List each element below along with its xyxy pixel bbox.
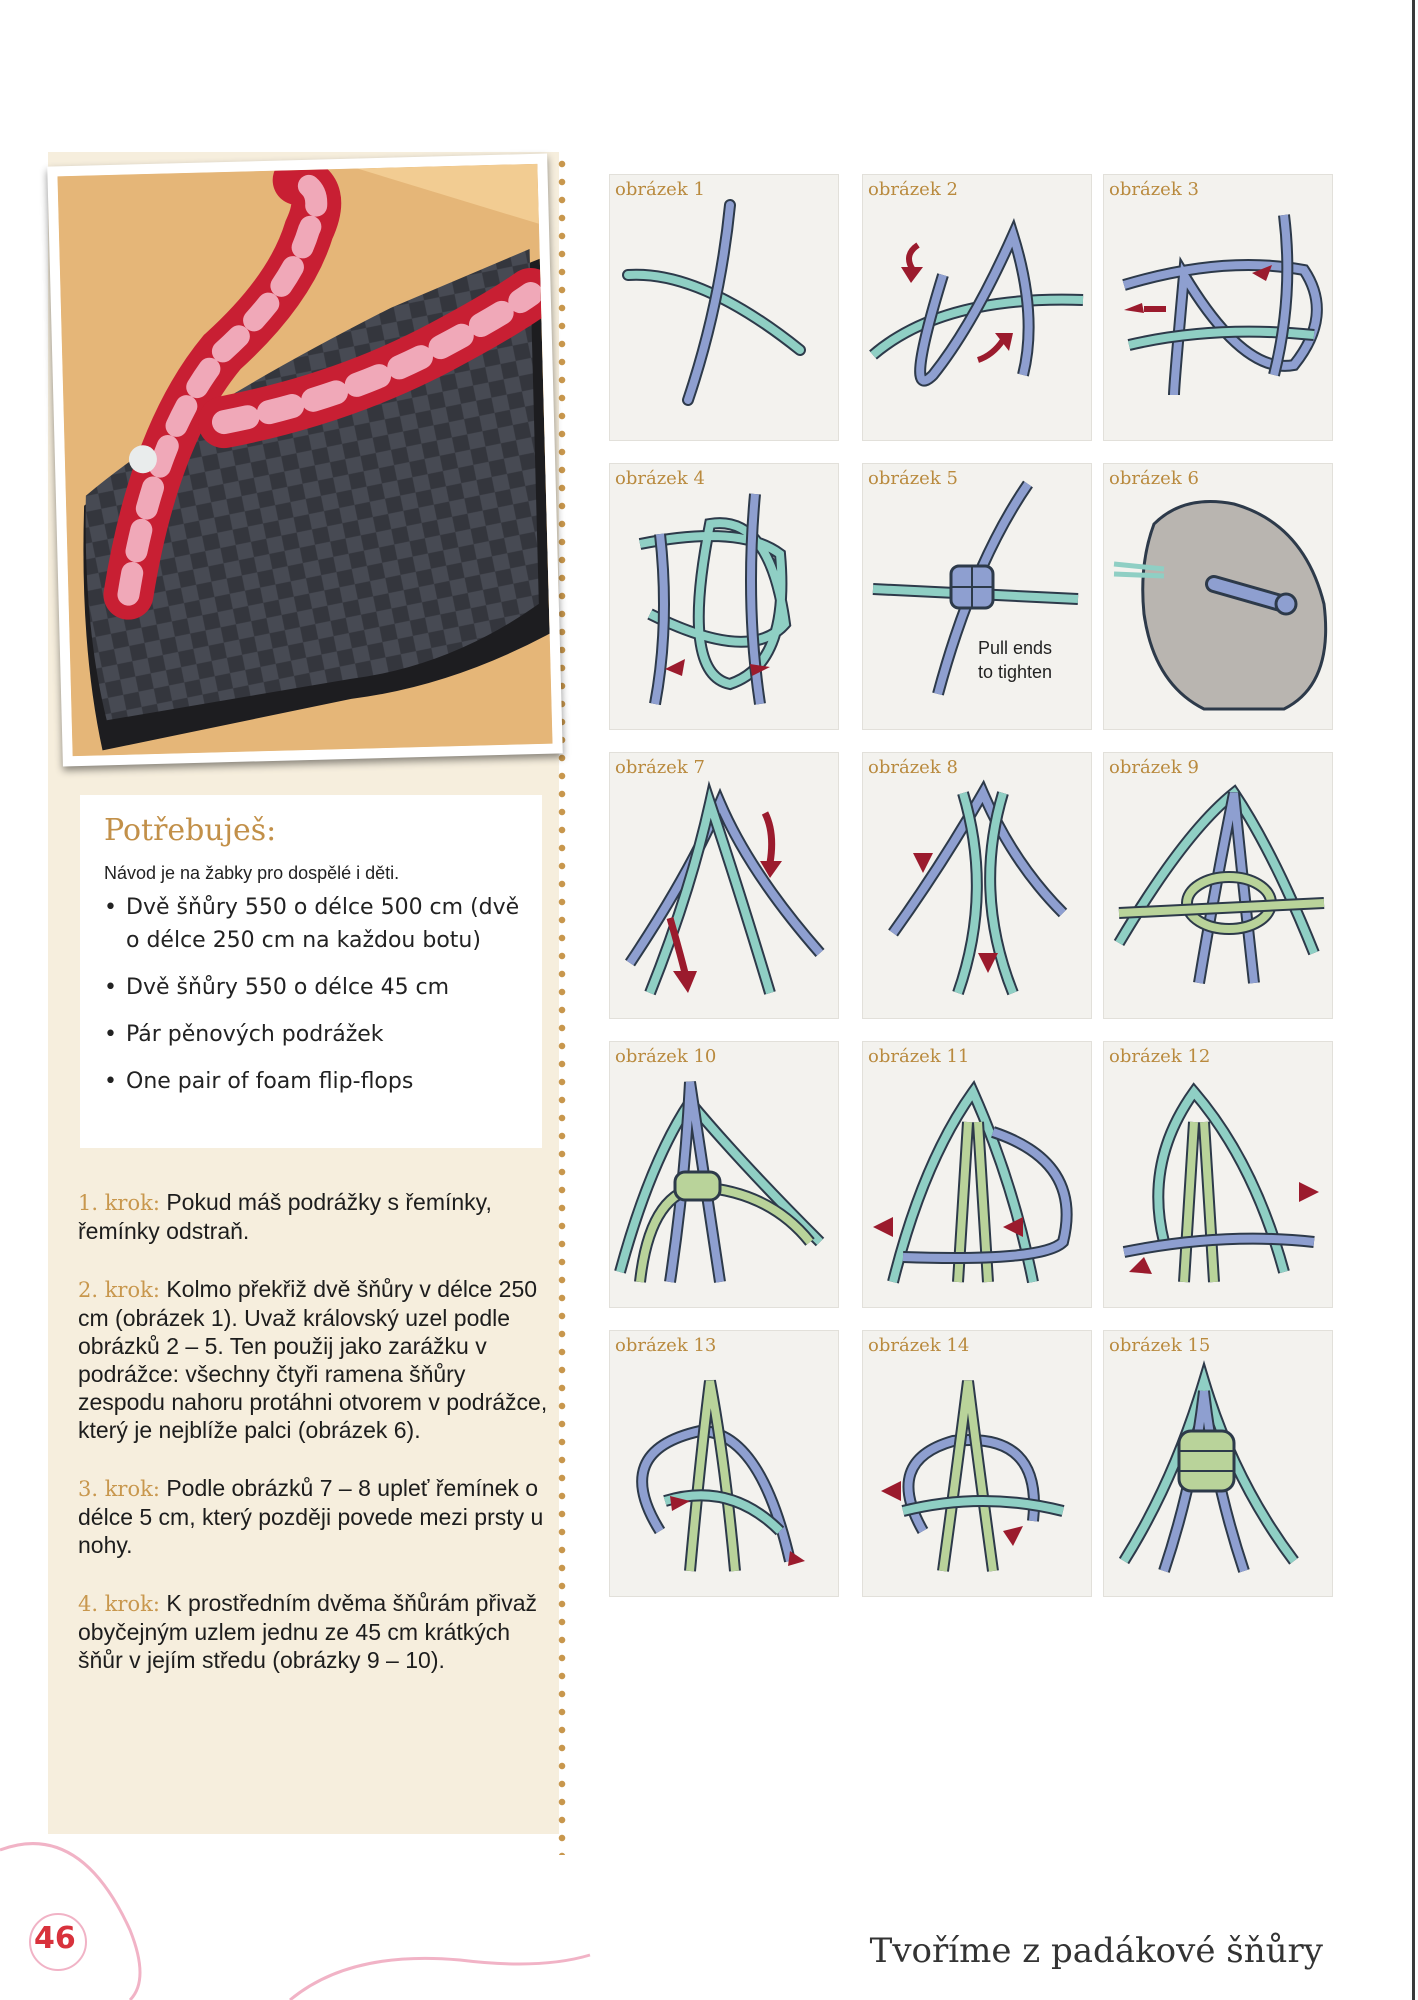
figure-label: obrázek 9	[1109, 757, 1199, 778]
figure-label: obrázek 13	[615, 1335, 717, 1356]
figure-4	[609, 463, 839, 730]
crown-knot-icon	[863, 464, 1092, 730]
cord-tie-icon	[610, 1042, 839, 1308]
figure-14	[862, 1330, 1092, 1597]
figure-label: obrázek 14	[868, 1335, 970, 1356]
figure-11	[862, 1041, 1092, 1308]
figure-12	[1103, 1041, 1333, 1308]
cord-finish-icon	[1104, 1331, 1333, 1597]
cord-braid-icon	[610, 753, 839, 1019]
step-1: 1. krok: Pokud máš podrážky s řemínky, řemínky odstraň.	[78, 1189, 492, 1244]
figure-label: obrázek 12	[1109, 1046, 1211, 1067]
figure-caption: Pull ends to tighten	[978, 638, 1053, 682]
cord-loop-icon	[863, 175, 1092, 441]
cord-weave-icon	[863, 1042, 1092, 1308]
cord-tie-icon	[1104, 753, 1333, 1019]
figure-2	[862, 174, 1092, 441]
figure-5	[862, 463, 1092, 730]
cord-loop-icon	[1104, 175, 1333, 441]
figure-label: obrázek 2	[868, 179, 958, 200]
step-3: 3. krok: Podle obrázků 7 – 8 upleť řemínek o délce 5 cm, který později povede mezi prsty u nohy.	[78, 1475, 544, 1558]
figure-label: obrázek 11	[868, 1046, 970, 1067]
cord-weave-icon	[1104, 1042, 1333, 1308]
materials-list	[104, 891, 524, 1112]
cord-loop-icon	[610, 1331, 839, 1597]
materials-item: • Pár pěnových podrážek	[104, 1022, 384, 1047]
crossed-cords-icon	[610, 175, 839, 441]
materials-box	[80, 795, 542, 1148]
figure-3	[1103, 174, 1333, 441]
page-edge-line	[1412, 0, 1415, 2000]
figure-label: obrázek 1	[615, 179, 705, 200]
decorative-swirl-icon	[0, 1820, 620, 2000]
figure-label: obrázek 8	[868, 757, 958, 778]
cord-loop-icon	[863, 1331, 1092, 1597]
figure-label: obrázek 15	[1109, 1335, 1211, 1356]
figure-7	[609, 752, 839, 1019]
figure-15	[1103, 1330, 1333, 1597]
product-photo	[47, 154, 563, 767]
materials-item: • Dvě šňůry 550 o délce 500 cm (dvě o délce 250 cm na každou botu)	[104, 895, 520, 953]
sole-hole-icon	[1104, 464, 1333, 730]
figure-8	[862, 752, 1092, 1019]
materials-item: • One pair of foam flip-flops	[104, 1069, 414, 1094]
figure-label: obrázek 5	[868, 468, 958, 489]
paracord-flip-flop-photo-icon	[57, 164, 552, 756]
figure-9	[1103, 752, 1333, 1019]
figure-1	[609, 174, 839, 441]
cord-braid-icon	[863, 753, 1092, 1019]
dotted-divider	[558, 155, 566, 1855]
figure-label: obrázek 7	[615, 757, 705, 778]
figure-10	[609, 1041, 839, 1308]
cord-knot-icon	[610, 464, 839, 730]
steps-list	[78, 1188, 548, 1704]
figure-label: obrázek 3	[1109, 179, 1199, 200]
figure-13	[609, 1330, 839, 1597]
materials-intro: Návod je na žabky pro dospělé i děti.	[104, 863, 400, 883]
step-2: 2. krok: Kolmo překřiž dvě šňůry v délce 250 cm (obrázek 1). Uvaž královský uzel podle obrázků 2 – 5. Ten použij jako zarážku v podrážce: všechny čtyři ramena šňůry zespodu nahoru protáhni otvorem v podrážce, který je nejblíže palci (obrázek 6).	[78, 1276, 548, 1443]
figure-label: obrázek 10	[615, 1046, 717, 1067]
materials-item: • Dvě šňůry 550 o délce 45 cm	[104, 975, 450, 1000]
figure-label: obrázek 4	[615, 468, 705, 489]
step-4: 4. krok: K prostředním dvěma šňůrám přivaž obyčejným uzlem jednu ze 45 cm krátkých šňůr v jejím středu (obrázky 9 – 10).	[78, 1590, 538, 1673]
figure-label: obrázek 6	[1109, 468, 1199, 489]
materials-title: Potřebuješ:	[104, 813, 277, 848]
page-number: 46	[34, 1921, 76, 1956]
figure-6	[1103, 463, 1333, 730]
book-title: Tvoříme z padákové šňůry	[869, 1931, 1323, 1971]
